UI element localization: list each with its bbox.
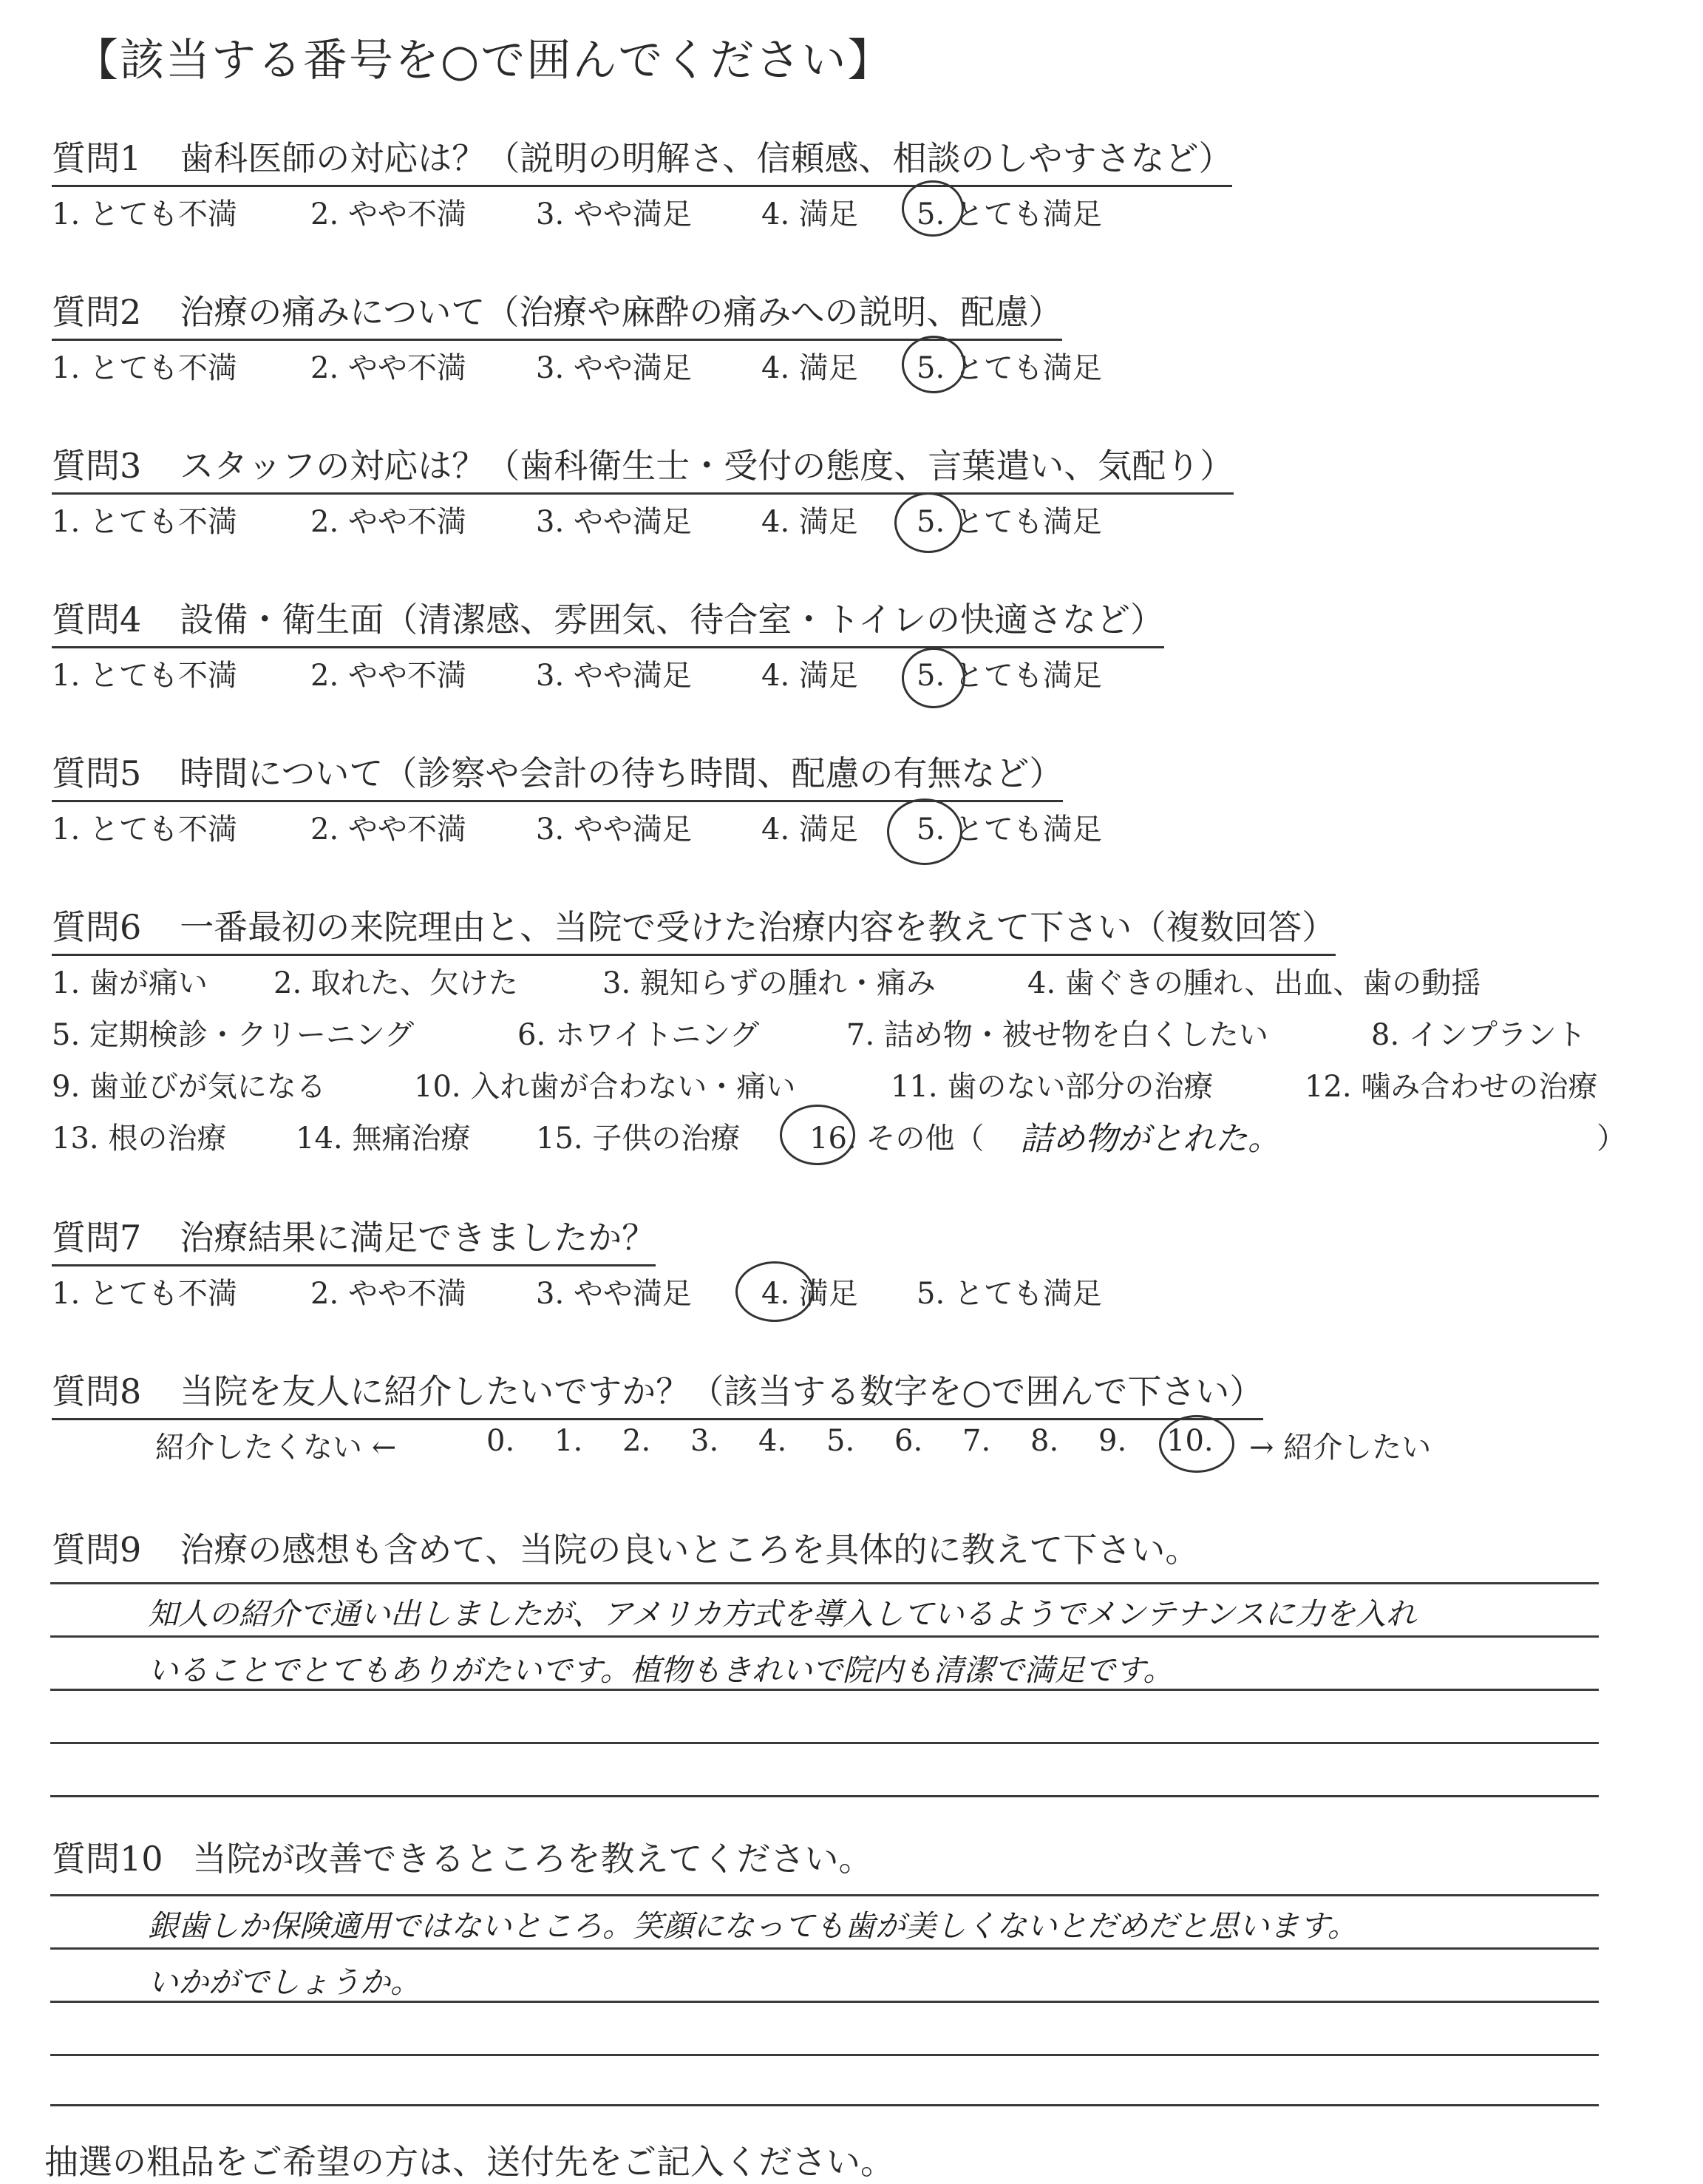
question-2-text: 治療の痛みについて（治療や麻酔の痛みへの説明、配慮） — [180, 292, 1063, 332]
q8-number-4[interactable]: 4. — [758, 1424, 787, 1458]
q2-option-3[interactable]: 3. やや満足 — [536, 351, 692, 385]
q6-option-6[interactable]: 6. ホワイトニング — [517, 1018, 760, 1052]
question-1-options — [52, 191, 1234, 235]
q7-option-5[interactable]: 5. とても満足 — [917, 1277, 1102, 1311]
q8-number-7[interactable]: 7. — [962, 1424, 991, 1458]
q6-option-14[interactable]: 14. 無痛治療 — [296, 1122, 471, 1156]
q6-option-3[interactable]: 3. 親知らずの腫れ・痛み — [602, 966, 936, 1000]
q4-option-1[interactable]: 1. とても不満 — [52, 659, 237, 693]
q2-option-2[interactable]: 2. やや不満 — [310, 351, 466, 385]
q6-option-7[interactable]: 7. 詰め物・被せ物を白くしたい — [846, 1018, 1268, 1052]
q4-option-4[interactable]: 4. 満足 — [761, 659, 858, 693]
q8-selection-circle — [1159, 1415, 1234, 1473]
q10-answer-rule-2 — [50, 1947, 1599, 1950]
question-5-text: 時間について（診察や会計の待ち時間、配慮の有無など） — [180, 753, 1064, 793]
q9-answer-rule-5 — [50, 1795, 1599, 1797]
q8-number-2[interactable]: 2. — [622, 1424, 651, 1458]
q8-number-8[interactable]: 8. — [1030, 1424, 1059, 1458]
question-4-heading — [52, 593, 1164, 648]
q1-option-5[interactable]: 5. とても満足 — [917, 197, 1102, 231]
q3-option-2[interactable]: 2. やや不満 — [310, 505, 466, 539]
q1-selection-circle — [902, 180, 964, 237]
question-9-text: 治療の感想も含めて、当院の良いところを具体的に教えて下さい。 — [180, 1530, 1200, 1570]
question-10-number: 質問10 — [52, 1839, 163, 1879]
question-7-options — [52, 1270, 1234, 1315]
q2-option-5[interactable]: 5. とても満足 — [917, 351, 1102, 385]
q10-answer-rule-4 — [50, 2054, 1599, 2056]
q6-option-15[interactable]: 15. 子供の治療 — [536, 1122, 741, 1156]
question-2-number: 質問2 — [52, 292, 142, 332]
footer-partial-text: 抽選の粗品をご希望の方は、送付先をご記入ください。 — [44, 2142, 894, 2182]
q3-option-1[interactable]: 1. とても不満 — [52, 505, 237, 539]
question-4-text: 設備・衛生面（清潔感、雰囲気、待合室・トイレの快適さなど） — [180, 600, 1164, 640]
q5-option-2[interactable]: 2. やや不満 — [310, 813, 466, 847]
question-8-text: 当院を友人に紹介したいですか？（該当する数字を○で囲んで下さい） — [180, 1371, 1264, 1411]
question-10-text: 当院が改善できるところを教えてください。 — [192, 1839, 873, 1879]
q4-option-5[interactable]: 5. とても満足 — [917, 659, 1102, 693]
q6-option-1[interactable]: 1. 歯が痛い — [52, 966, 208, 1000]
q8-number-6[interactable]: 6. — [894, 1424, 923, 1458]
question-2-options — [52, 345, 1234, 389]
q10-answer-rule-5 — [50, 2104, 1599, 2106]
question-5-heading — [52, 747, 1063, 802]
q3-option-3[interactable]: 3. やや満足 — [536, 505, 692, 539]
instruction-heading: 【該当する番号を○で囲んでください】 — [74, 35, 894, 87]
question-4-options — [52, 652, 1234, 696]
question-1-text: 歯科医師の対応は？（説明の明解さ、信頼感、相談のしやすさなど） — [180, 138, 1233, 178]
q7-option-2[interactable]: 2. やや不満 — [310, 1277, 466, 1311]
question-1-number: 質問1 — [52, 138, 142, 178]
q10-answer-line-2[interactable]: いかがでしょうか。 — [148, 1964, 421, 2000]
q6-option-13[interactable]: 13. 根の治療 — [52, 1122, 227, 1156]
q5-option-4[interactable]: 4. 満足 — [761, 813, 858, 847]
q8-number-0[interactable]: 0. — [486, 1424, 515, 1458]
q3-option-5[interactable]: 5. とても満足 — [917, 505, 1102, 539]
q5-option-5[interactable]: 5. とても満足 — [917, 813, 1102, 847]
q4-option-3[interactable]: 3. やや満足 — [536, 659, 692, 693]
q1-option-1[interactable]: 1. とても不満 — [52, 197, 237, 231]
question-4-number: 質問4 — [52, 600, 142, 640]
question-3-text: スタッフの対応は？（歯科衛生士・受付の態度、言葉遣い、気配り） — [180, 446, 1234, 486]
q6-selection-circle — [780, 1105, 855, 1165]
question-2-heading — [52, 285, 1062, 341]
q6-option-4[interactable]: 4. 歯ぐきの腫れ、出血、歯の動揺 — [1027, 966, 1481, 1000]
q9-answer-rule-2 — [50, 1635, 1599, 1638]
question-7-heading — [52, 1211, 656, 1266]
question-5-options — [52, 806, 1234, 850]
q6-option-16[interactable]: 16. その他（ — [809, 1122, 985, 1156]
q7-option-1[interactable]: 1. とても不満 — [52, 1277, 237, 1311]
q8-number-1[interactable]: 1. — [554, 1424, 583, 1458]
q8-right-label: → 紹介したい — [1249, 1431, 1432, 1465]
q10-answer-rule-1 — [50, 1894, 1599, 1896]
q8-number-10[interactable]: 10. — [1166, 1424, 1214, 1458]
q6-option-5[interactable]: 5. 定期検診・クリーニング — [52, 1018, 415, 1052]
question-8-number: 質問8 — [52, 1371, 142, 1411]
q7-option-3[interactable]: 3. やや満足 — [536, 1277, 692, 1311]
q8-number-9[interactable]: 9. — [1098, 1424, 1127, 1458]
q1-option-2[interactable]: 2. やや不満 — [310, 197, 466, 231]
q4-selection-circle — [902, 648, 965, 708]
q9-answer-line-2[interactable]: いることでとてもありがたいです。植物もきれいで院内も清潔で満足です。 — [148, 1652, 1174, 1688]
q1-option-3[interactable]: 3. やや満足 — [536, 197, 692, 231]
q6-option-10[interactable]: 10. 入れ歯が合わない・痛い — [414, 1070, 796, 1104]
question-10-heading — [52, 1832, 873, 1881]
q4-option-2[interactable]: 2. やや不満 — [310, 659, 466, 693]
q6-other-handwritten[interactable]: 詰め物がとれた。 — [1020, 1120, 1280, 1158]
q6-option-2[interactable]: 2. 取れた、欠けた — [273, 966, 518, 1000]
q2-option-1[interactable]: 1. とても不満 — [52, 351, 237, 385]
question-8-scale — [52, 1424, 1530, 1468]
q9-answer-rule-4 — [50, 1742, 1599, 1744]
q3-selection-circle — [894, 492, 962, 553]
question-3-number: 質問3 — [52, 446, 142, 486]
question-9-heading — [52, 1523, 1199, 1572]
q6-other-close-paren: ） — [1597, 1122, 1626, 1156]
question-1-heading — [52, 132, 1232, 187]
q1-option-4[interactable]: 4. 満足 — [761, 197, 858, 231]
question-5-number: 質問5 — [52, 753, 142, 793]
q8-number-3[interactable]: 3. — [690, 1424, 719, 1458]
question-3-options — [52, 498, 1234, 543]
q9-answer-rule-1 — [50, 1582, 1599, 1584]
q10-answer-line-1[interactable]: 銀歯しか保険適用ではないところ。笑顔になっても歯が美しくないとだめだと思います。 — [148, 1908, 1358, 1944]
q8-left-label: 紹介したくない ← — [155, 1431, 397, 1465]
question-7-number: 質問7 — [52, 1218, 142, 1258]
question-6-heading — [52, 901, 1336, 956]
q6-option-12[interactable]: 12. 噛み合わせの治療 — [1305, 1070, 1598, 1104]
q3-option-4[interactable]: 4. 満足 — [761, 505, 858, 539]
q6-option-8[interactable]: 8. インプラント — [1371, 1018, 1586, 1052]
q9-answer-line-1[interactable]: 知人の紹介で通い出しましたが、アメリカ方式を導入しているようでメンテナンスに力を入れ — [148, 1596, 1416, 1632]
q2-option-4[interactable]: 4. 満足 — [761, 351, 858, 385]
q8-number-5[interactable]: 5. — [826, 1424, 855, 1458]
q5-selection-circle — [887, 798, 962, 865]
question-6-number: 質問6 — [52, 907, 142, 947]
q2-selection-circle — [902, 336, 965, 393]
q6-option-11[interactable]: 11. 歯のない部分の治療 — [891, 1070, 1214, 1104]
question-6-text: 一番最初の来院理由と、当院で受けた治療内容を教えて下さい（複数回答） — [180, 907, 1336, 947]
q6-option-9[interactable]: 9. 歯並びが気になる — [52, 1070, 326, 1104]
q7-selection-circle — [735, 1261, 814, 1322]
question-7-text: 治療結果に満足できましたか？ — [180, 1218, 656, 1258]
q5-option-1[interactable]: 1. とても不満 — [52, 813, 237, 847]
q7-option-4[interactable]: 4. 満足 — [761, 1277, 858, 1311]
q5-option-3[interactable]: 3. やや満足 — [536, 813, 692, 847]
question-9-number: 質問9 — [52, 1530, 142, 1570]
question-3-heading — [52, 439, 1234, 495]
question-8-heading — [52, 1365, 1263, 1420]
question-6-options — [52, 960, 1648, 1181]
